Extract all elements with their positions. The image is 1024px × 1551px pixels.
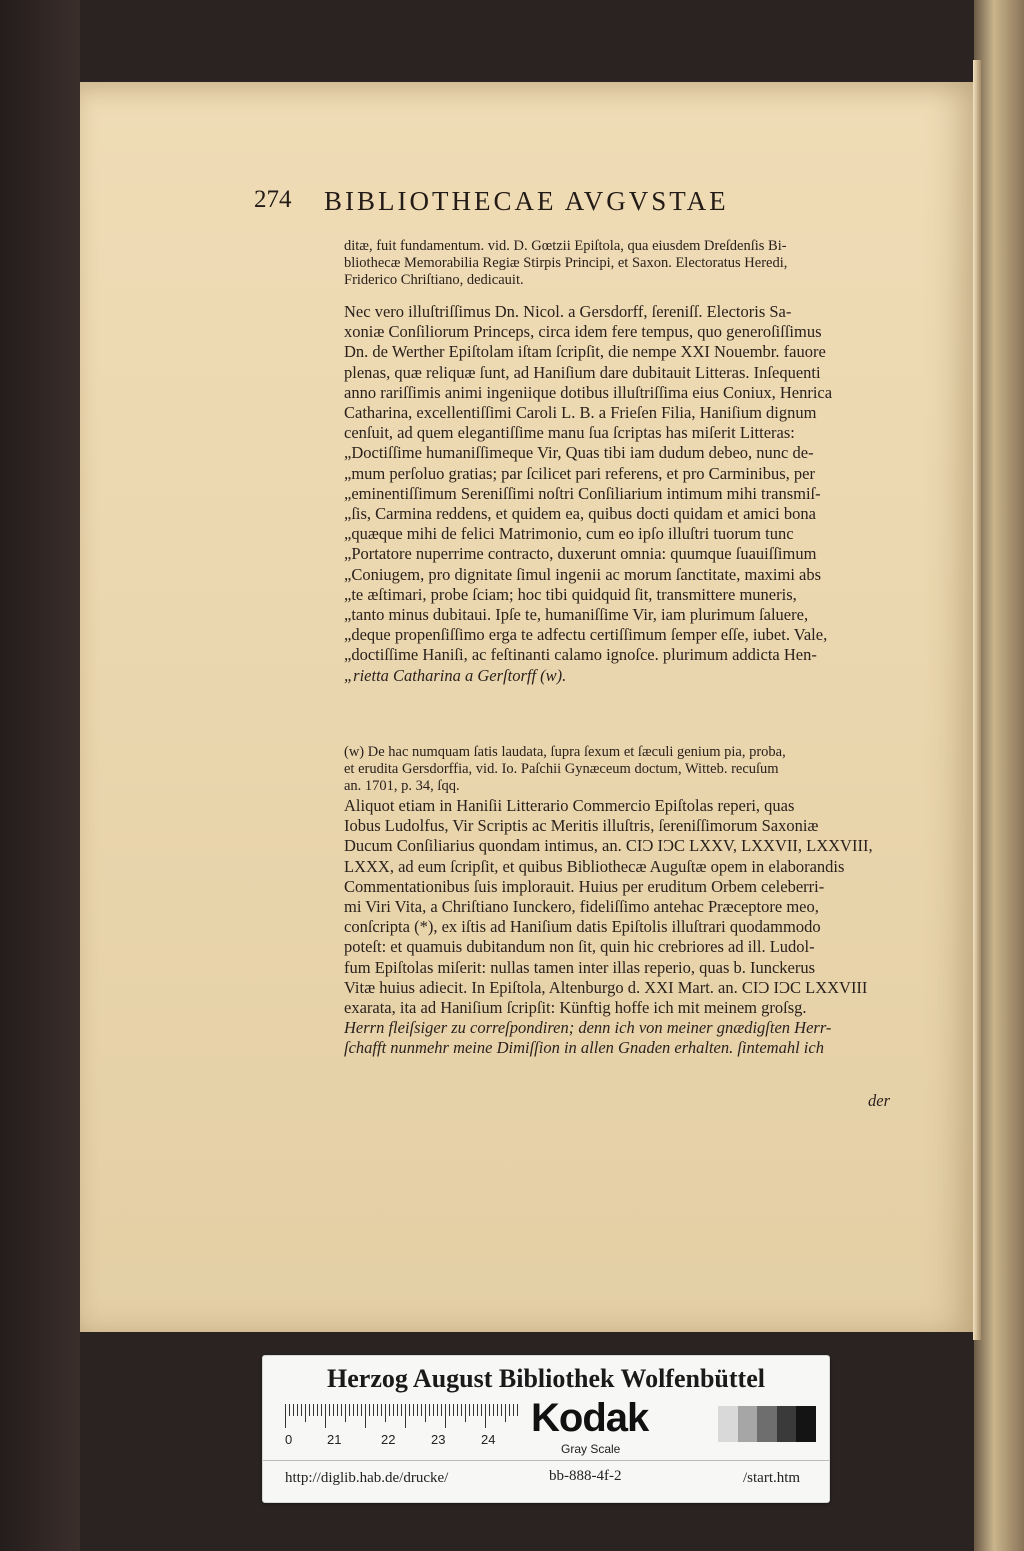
text-line: „rietta Catharina a Gerſtorff (w). bbox=[344, 665, 567, 685]
ruler-tick bbox=[337, 1404, 338, 1416]
ruler-tick bbox=[321, 1404, 322, 1416]
url-left: http://diglib.hab.de/drucke/ bbox=[285, 1470, 449, 1486]
text-line: mi Viri Vita, a Chriſtiano Iunckero, fideliſſimo antehac Præceptore meo, bbox=[344, 897, 819, 917]
text-line: an. 1701, p. 34, ſqq. bbox=[344, 778, 460, 794]
ruler-label: 22 bbox=[381, 1432, 396, 1447]
ruler-tick bbox=[333, 1404, 334, 1416]
ruler-tick bbox=[401, 1404, 402, 1416]
ruler-tick bbox=[357, 1404, 358, 1416]
text-line: „deque propenſiſſimo erga te adfectu certiſſimum ſemper eſſe, iubet. Vale, bbox=[344, 625, 828, 645]
text-line: ſchafft nunmehr meine Dimiſſion in allen Gnaden erhalten. ſintemahl ich bbox=[344, 1038, 824, 1058]
text-line: xoniæ Conſiliorum Princeps, circa idem fere tempus, quo generoſiſſimus bbox=[344, 322, 822, 342]
text-line: „Portatore nuperrime contracto, duxerunt omnia: quumque ſuauiſſimum bbox=[344, 544, 817, 564]
text-line: „quæque mihi de felici Matrimonio, cum eo ipſo illuſtri tuorum tunc bbox=[344, 524, 794, 544]
scan-backdrop-left bbox=[0, 0, 80, 1551]
text-line: bliothecæ Memorabilia Regiæ Stirpis Principi, et Saxon. Electoratus Heredi, bbox=[344, 255, 788, 271]
ruler-tick bbox=[405, 1404, 406, 1428]
ruler-tick bbox=[293, 1404, 294, 1416]
text-line: exarata, ita ad Haniſium ſcripſit: Künftig hoffe ich mit meinem groſsg. bbox=[344, 998, 807, 1018]
ruler-tick bbox=[353, 1404, 354, 1416]
ruler-tick bbox=[469, 1404, 470, 1416]
text-line: poteſt: et quamuis dubitandum non ſit, quin hic crebriores ad ill. Ludol- bbox=[344, 937, 815, 957]
ruler-tick bbox=[421, 1404, 422, 1416]
paragraph-gersdorff bbox=[344, 302, 904, 686]
text-line: „te æſtimari, probe ſciam; hoc tibi quidquid ſit, transmittere muneris, bbox=[344, 584, 797, 604]
text-line: „eminentiſſimum Sereniſſimi noſtri Conſiliarium intimum mihi transmiſ- bbox=[344, 483, 821, 503]
ruler-tick bbox=[313, 1404, 314, 1416]
text-line: conſcripta (*), ex iſtis ad Haniſium datis Epiſtolis illuſtrari quodammodo bbox=[344, 917, 821, 937]
ruler-tick bbox=[417, 1404, 418, 1416]
ruler-tick bbox=[509, 1404, 510, 1416]
text-line: Ducum Conſiliarius quondam intimus, an. CIƆ IƆC LXXV, LXXVII, LXXVIII, bbox=[344, 836, 873, 856]
url-right: /start.htm bbox=[743, 1470, 801, 1486]
text-line: „ſis, Carmina reddens, et quidem ea, quibus docti quidam et amici bona bbox=[344, 504, 816, 524]
ruler-tick bbox=[325, 1404, 326, 1428]
kodak-logo: Kodak bbox=[531, 1396, 649, 1440]
ruler-tick bbox=[381, 1404, 382, 1416]
gray-scale-patches bbox=[718, 1406, 816, 1442]
text-line: Herrn fleiſsiger zu correſpondiren; denn ich von meiner gnædigſten Herr- bbox=[344, 1018, 832, 1038]
ruler-tick bbox=[285, 1404, 286, 1428]
ruler-tick bbox=[317, 1404, 318, 1416]
ruler-tick bbox=[301, 1404, 302, 1416]
ruler-tick bbox=[377, 1404, 378, 1416]
text-line: anno rariſſimis animi ingeniique dotibus illuſtriſſima eius Coniux, Henrica bbox=[344, 382, 833, 402]
ruler-tick bbox=[361, 1404, 362, 1416]
ruler-tick bbox=[493, 1404, 494, 1416]
page-number: 274 bbox=[254, 186, 292, 213]
ruler-tick bbox=[309, 1404, 310, 1416]
ruler-tick bbox=[329, 1404, 330, 1416]
scale-ruler bbox=[285, 1404, 517, 1446]
ruler-tick bbox=[373, 1404, 374, 1416]
text-line: fum Epiſtolas miſerit: nullas tamen inter illas reperio, quas b. Iunckerus bbox=[344, 957, 816, 977]
ruler-tick bbox=[473, 1404, 474, 1416]
ruler-tick bbox=[349, 1404, 350, 1416]
ruler-tick bbox=[449, 1404, 450, 1416]
ruler-tick bbox=[497, 1404, 498, 1416]
ruler-tick bbox=[385, 1404, 386, 1422]
text-line: Friderico Chriſtiano, dedicauit. bbox=[344, 272, 524, 288]
text-line: „mum perſoluo gratias; par ſcilicet pari referens, et pro Carminibus, per bbox=[344, 463, 815, 483]
ruler-tick bbox=[465, 1404, 466, 1422]
text-line: „doctiſſime Haniſi, ac feſtinanti calamo ignoſce. plurimum addicta Hen- bbox=[344, 645, 817, 665]
ruler-tick bbox=[433, 1404, 434, 1416]
text-line: Aliquot etiam in Haniſii Litterario Commercio Epiſtolas reperi, quas bbox=[344, 796, 795, 815]
shelfmark: bb-888-4f-2 bbox=[549, 1468, 622, 1484]
ruler-tick bbox=[505, 1404, 506, 1422]
ruler-tick bbox=[501, 1404, 502, 1416]
ruler-tick bbox=[289, 1404, 290, 1416]
text-line: ditæ, fuit fundamentum. vid. D. Gœtzii Epiſtola, qua eiusdem Dreſdenſis Bi- bbox=[344, 238, 787, 254]
ruler-tick bbox=[489, 1404, 490, 1416]
color-target-card bbox=[262, 1355, 830, 1503]
text-line: Vitæ huius adiecit. In Epiſtola, Altenburgo d. XXI Mart. an. CIƆ IƆC LXXVIII bbox=[344, 977, 868, 997]
ruler-tick bbox=[345, 1404, 346, 1422]
text-line: cenſuit, ad quem elegantiſſime manu ſua ſcriptas has miſerit Litteras: bbox=[344, 423, 795, 443]
ruler-tick bbox=[305, 1404, 306, 1422]
ruler-tick bbox=[481, 1404, 482, 1416]
ruler-label: 21 bbox=[327, 1432, 342, 1447]
text-line: „Doctiſſime humaniſſimeque Vir, Quas tibi iam dudum debeo, nunc de- bbox=[344, 443, 814, 463]
gray-patch bbox=[777, 1406, 797, 1442]
text-line: Commentationibus ſuis implorauit. Huius per eruditum Orbem celeberri- bbox=[344, 876, 825, 896]
ruler-tick bbox=[441, 1404, 442, 1416]
text-line: Catharina, excellentiſſimi Caroli L. B. a Frieſen Filia, Haniſium dignum bbox=[344, 403, 817, 423]
ruler-tick bbox=[389, 1404, 390, 1416]
page-header bbox=[254, 186, 854, 226]
ruler-tick bbox=[409, 1404, 410, 1416]
footnote-w bbox=[344, 744, 904, 795]
gray-scale-label: Gray Scale bbox=[561, 1442, 621, 1456]
text-line: „Coniugem, pro dignitate ſimul ingenii ac morum ſanctitate, maximi abs bbox=[344, 564, 822, 584]
gray-patch bbox=[738, 1406, 758, 1442]
ruler-tick bbox=[485, 1404, 486, 1428]
continued-footnote bbox=[344, 238, 904, 289]
ruler-tick bbox=[461, 1404, 462, 1416]
text-line: Nec vero illuſtriſſimus Dn. Nicol. a Gersdorff, ſereniſſ. Electoris Sa- bbox=[344, 302, 792, 321]
gray-patch bbox=[796, 1406, 816, 1442]
ruler-tick bbox=[341, 1404, 342, 1416]
ruler-tick bbox=[517, 1404, 518, 1416]
paragraph-ludolfus bbox=[344, 796, 904, 1059]
text-line: Dn. de Werther Epiſtolam iſtam ſcripſit, die nempe XXI Nouembr. fauore bbox=[344, 342, 826, 362]
scan-backdrop-right bbox=[974, 0, 1024, 1551]
text-line: LXXX, ad eum ſcripſit, et quibus Bibliothecæ Auguſtæ opem in elaborandis bbox=[344, 856, 845, 876]
ruler-tick bbox=[425, 1404, 426, 1422]
gray-patch bbox=[718, 1406, 738, 1442]
ruler-label: 24 bbox=[481, 1432, 496, 1447]
text-line: (w) De hac numquam ſatis laudata, ſupra ſexum et ſæculi genium pia, proba, bbox=[344, 744, 786, 760]
catchword: der bbox=[868, 1091, 890, 1110]
ruler-tick bbox=[397, 1404, 398, 1416]
ruler-tick bbox=[369, 1404, 370, 1416]
gray-patch bbox=[757, 1406, 777, 1442]
ruler-tick bbox=[365, 1404, 366, 1428]
page-edge bbox=[973, 60, 981, 1340]
library-title: Herzog August Bibliothek Wolfenbüttel bbox=[327, 1364, 765, 1393]
ruler-tick bbox=[477, 1404, 478, 1416]
ruler-tick bbox=[437, 1404, 438, 1416]
ruler-tick bbox=[457, 1404, 458, 1416]
text-line: Iobus Ludolfus, Vir Scriptis ac Meritis illuſtris, ſereniſſimorum Saxoniæ bbox=[344, 816, 819, 836]
ruler-tick bbox=[429, 1404, 430, 1416]
ruler-tick bbox=[297, 1404, 298, 1416]
ruler-tick bbox=[393, 1404, 394, 1416]
ruler-label: 0 bbox=[285, 1432, 293, 1447]
text-line: „tanto minus dubitaui. Ipſe te, humaniſſime Vir, iam plurimum ſaluere, bbox=[344, 605, 809, 625]
card-divider bbox=[263, 1460, 829, 1461]
running-title: BIBLIOTHECAE AVGVSTAE bbox=[324, 186, 729, 216]
ruler-tick bbox=[453, 1404, 454, 1416]
ruler-tick bbox=[513, 1404, 514, 1416]
ruler-tick bbox=[413, 1404, 414, 1416]
ruler-label: 23 bbox=[431, 1432, 446, 1447]
text-line: plenas, quæ reliquæ ſunt, ad Haniſium dare dubitauit Litteras. Inſequenti bbox=[344, 362, 821, 382]
text-line: et erudita Gersdorffia, vid. Io. Paſchii Gynæceum doctum, Witteb. recuſum bbox=[344, 761, 779, 777]
ruler-tick bbox=[445, 1404, 446, 1428]
